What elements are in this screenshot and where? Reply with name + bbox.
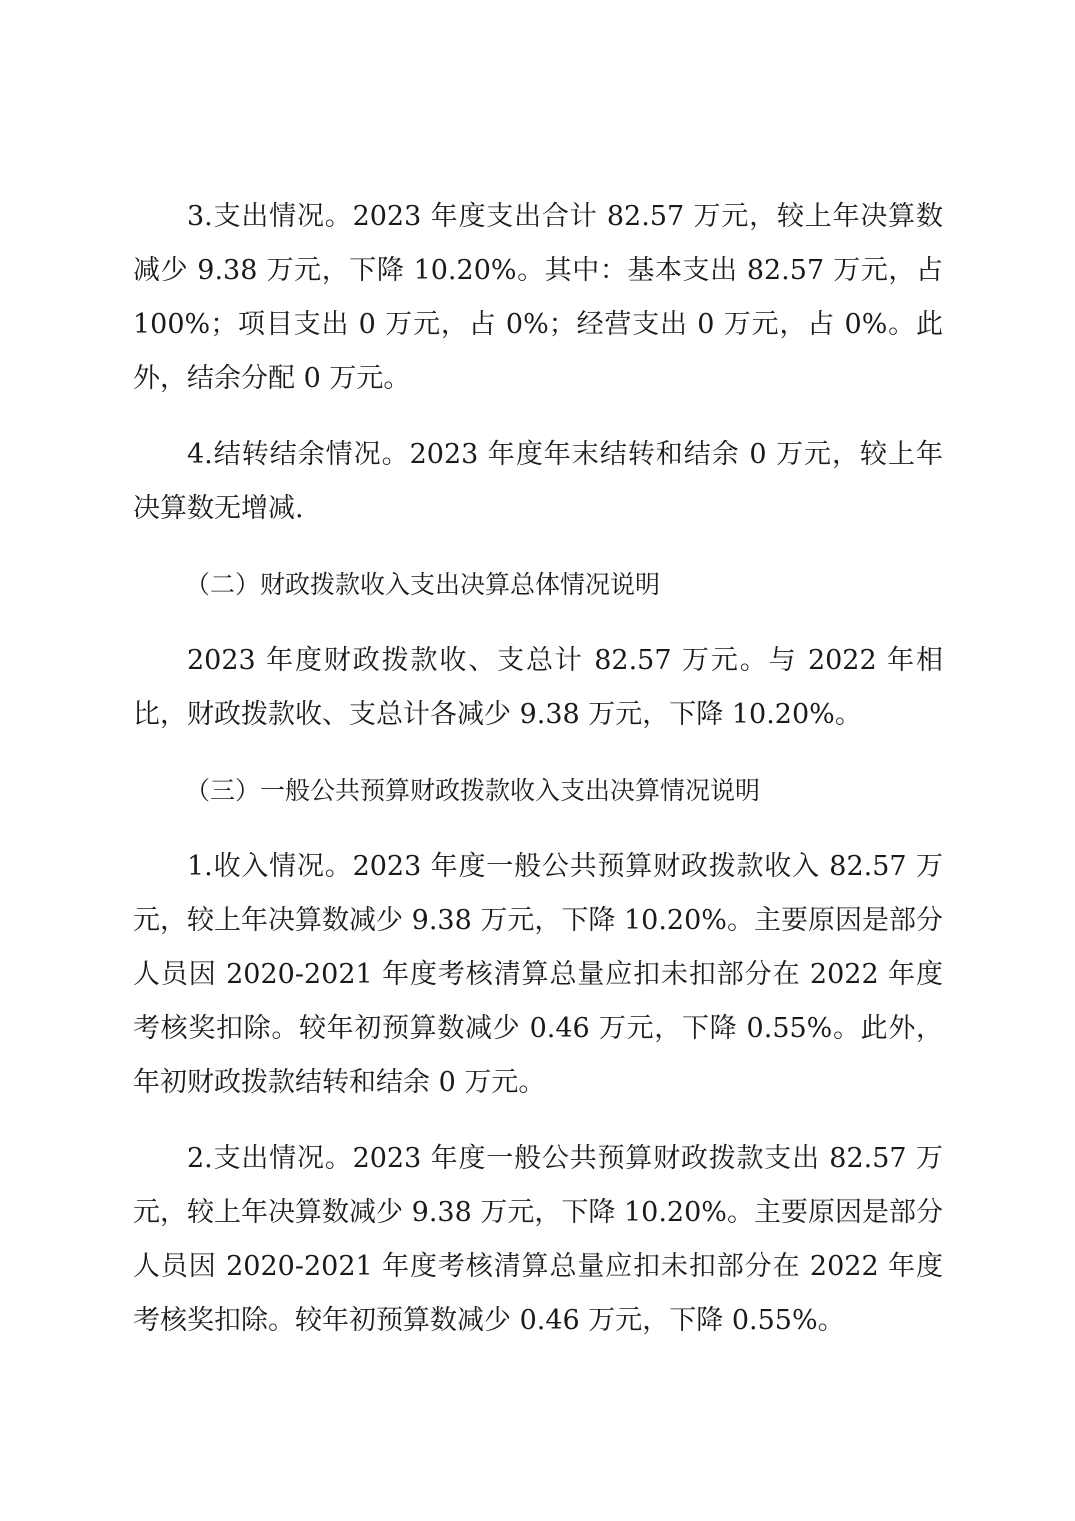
- section-heading-three: （三）一般公共预算财政拨款收入支出决算情况说明: [185, 776, 761, 805]
- paragraph-fiscal-total: 2023 年度财政拨款收、支总计 82.57 万元。与 2022 年相比，财政拨款收、支总计各减少 9.38 万元，下降 10.20%。: [133, 645, 943, 730]
- document-page: [133, 190, 943, 1348]
- paragraph-carryover: 4.结转结余情况。2023 年度年末结转和结余 0 万元，较上年决算数无增减.: [133, 439, 943, 524]
- paragraph-general-expenditure: 2.支出情况。2023 年度一般公共预算财政拨款支出 82.57 万元，较上年决算数减少 9.38 万元，下降 10.20%。主要原因是部分人员因 2020-2021 年度考核清算总量应扣未扣部分在 2022 年度考核奖扣除。较年初预算数减少 0.46 万元，下降 0.55%。: [133, 1143, 943, 1336]
- paragraph-income: 1.收入情况。2023 年度一般公共预算财政拨款收入 82.57 万元，较上年决算数减少 9.38 万元，下降 10.20%。主要原因是部分人员因 2020-2021 年度考核清算总量应扣未扣部分在 2022 年度考核奖扣除。较年初预算数减少 0.46 万元，下降 0.55%。此外，年初财政拨款结转和结余 0 万元。: [133, 851, 943, 1098]
- section-heading-two: （二）财政拨款收入支出决算总体情况说明: [185, 570, 661, 599]
- paragraph-expenditure: 3.支出情况。2023 年度支出合计 82.57 万元，较上年决算数减少 9.38 万元，下降 10.20%。其中：基本支出 82.57 万元，占 100%；项目支出 0 万元，占 0%；经营支出 0 万元，占 0%。此外，结余分配 0 万元。: [133, 201, 943, 394]
